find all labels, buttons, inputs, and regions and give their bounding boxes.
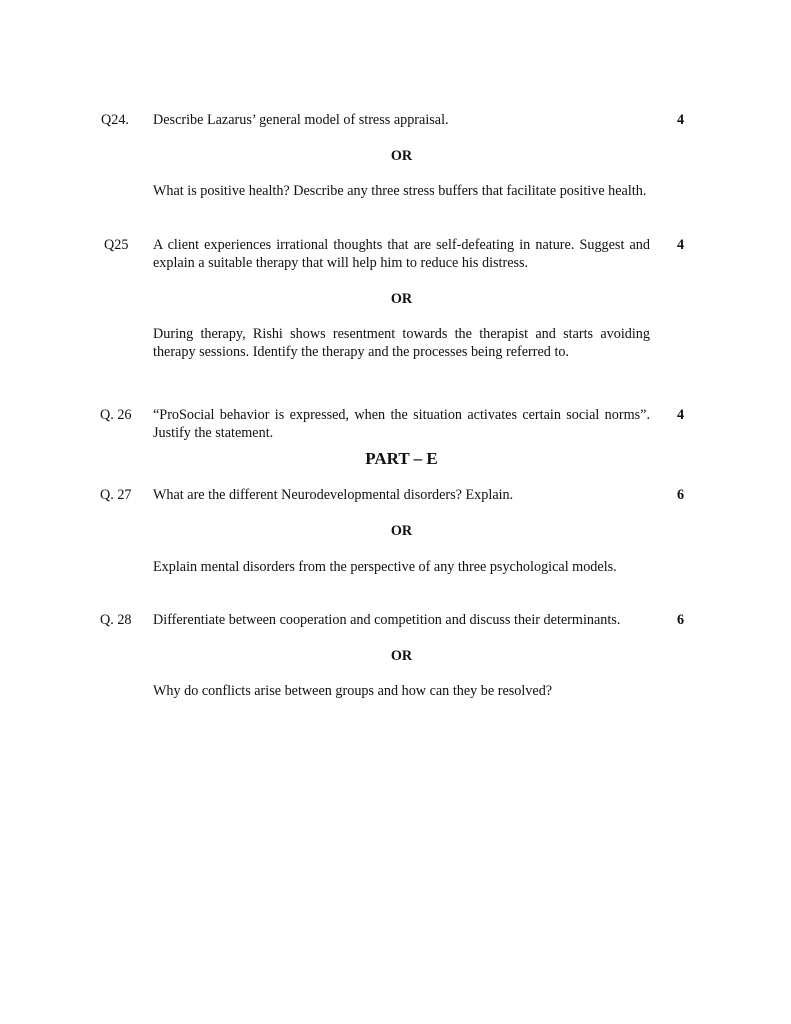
question-marks: 4 bbox=[677, 112, 685, 128]
or-separator: OR bbox=[390, 648, 413, 664]
question-number: Q. 26 bbox=[100, 407, 132, 423]
question-text: A client experiences irrational thoughts that are self-defeating in nature. Suggest and explain a suitable therapy that will help him to reduce his distress. bbox=[153, 237, 650, 271]
or-separator: OR bbox=[390, 523, 413, 539]
question-marks: 4 bbox=[677, 407, 685, 423]
alternative-question-text: What is positive health? Describe any three stress buffers that facilitate positive health. bbox=[153, 183, 647, 199]
question-text: Differentiate between cooperation and competition and discuss their determinants. bbox=[153, 612, 621, 628]
question-marks: 4 bbox=[677, 237, 685, 253]
question-text: What are the different Neurodevelopmental disorders? Explain. bbox=[153, 487, 514, 503]
question-text: “ProSocial behavior is expressed, when the situation activates certain social norms”. Justify the statement. bbox=[153, 407, 650, 441]
or-separator: OR bbox=[390, 291, 413, 307]
question-marks: 6 bbox=[677, 612, 685, 628]
question-text: Describe Lazarus’ general model of stress appraisal. bbox=[153, 112, 449, 128]
alternative-question-text: Explain mental disorders from the perspective of any three psychological models. bbox=[153, 559, 617, 575]
alternative-question-text: During therapy, Rishi shows resentment towards the therapist and starts avoiding therapy sessions. Identify the therapy and the processes being referred to. bbox=[153, 326, 650, 360]
alternative-question-text: Why do conflicts arise between groups and how can they be resolved? bbox=[153, 683, 553, 699]
question-number: Q24. bbox=[101, 112, 129, 128]
question-number: Q. 28 bbox=[100, 612, 132, 628]
question-marks: 6 bbox=[677, 487, 685, 503]
question-number: Q. 27 bbox=[100, 487, 132, 503]
question-number: Q25 bbox=[104, 237, 129, 253]
part-e-heading: PART – E bbox=[365, 449, 438, 468]
or-separator: OR bbox=[390, 148, 413, 164]
